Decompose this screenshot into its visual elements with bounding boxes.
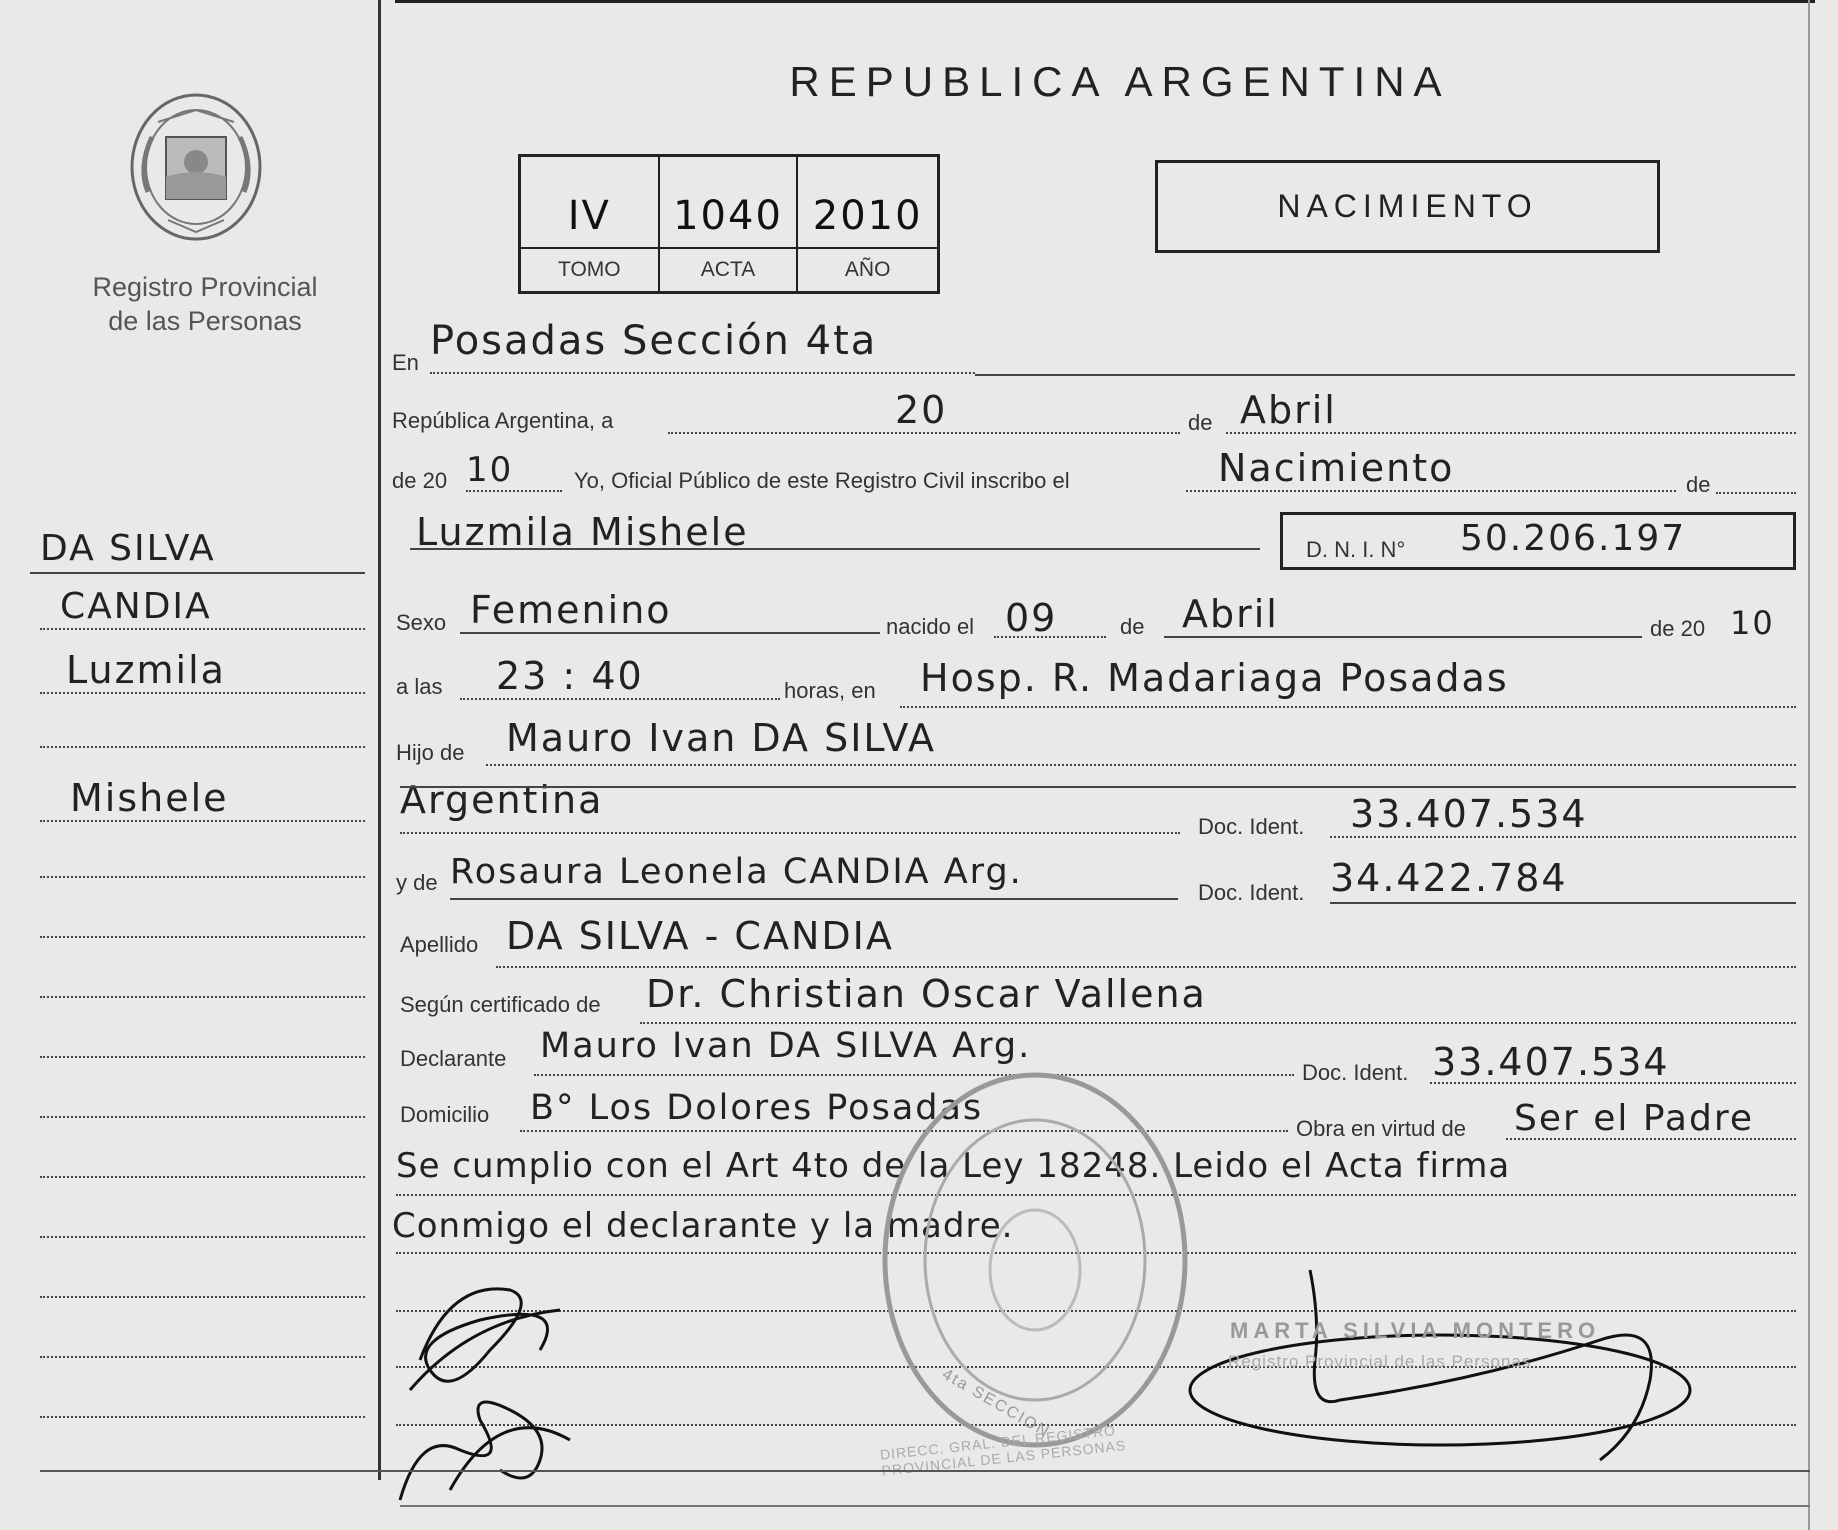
margin-divider xyxy=(378,0,381,1480)
stamp-ring-text: DIRECC. GRAL. DEL REGISTRO PROVINCIAL DE LAS PERSONAS xyxy=(879,1422,1127,1479)
place-value: Posadas Sección 4ta xyxy=(430,318,878,364)
mother-doc-value: 34.422.784 xyxy=(1330,856,1568,900)
act-word-value: Nacimiento xyxy=(1218,446,1455,490)
label-de-3: de xyxy=(1120,614,1145,639)
margin-surname-1: DA SILVA xyxy=(40,528,216,569)
note-line-1: Se cumplio con el Art 4to de la Ley 18248. Leido el Acta firma xyxy=(396,1146,1511,1186)
margin-line xyxy=(40,1236,365,1238)
margin-given-1: Luzmila xyxy=(66,648,226,692)
tomo-value: IV xyxy=(521,157,660,249)
right-edge xyxy=(1808,0,1810,1530)
label-en: En xyxy=(392,350,419,375)
father-name-value: Mauro Ivan DA SILVA xyxy=(506,716,936,760)
declarant-value: Mauro Ivan DA SILVA Arg. xyxy=(540,1026,1032,1066)
margin-line xyxy=(40,936,365,938)
label-a-las: a las xyxy=(396,674,443,699)
label-doc-ident-father: Doc. Ident. xyxy=(1198,814,1305,839)
label-republica: República Argentina, a xyxy=(392,408,614,433)
sex-value: Femenino xyxy=(470,588,672,632)
fill-line xyxy=(1716,492,1796,494)
fill-line xyxy=(1186,490,1676,492)
label-yo-oficial: Yo, Oficial Público de este Registro Civil inscribo el xyxy=(574,468,1070,493)
reg-month-value: Abril xyxy=(1240,388,1337,432)
bottom-border xyxy=(40,1470,1810,1472)
certificate-by-value: Dr. Christian Oscar Vallena xyxy=(646,972,1207,1016)
surname-value: DA SILVA - CANDIA xyxy=(506,914,894,958)
margin-line xyxy=(30,572,365,574)
margin-line xyxy=(40,746,365,748)
fill-line xyxy=(1164,636,1642,638)
fill-line xyxy=(975,374,1795,376)
note-line-2: Conmigo el declarante y la madre. xyxy=(392,1206,1014,1246)
label-dni: D. N. I. N° xyxy=(1306,537,1406,562)
dni-value: 50.206.197 xyxy=(1460,518,1687,559)
fill-line xyxy=(1506,1138,1796,1140)
fill-line xyxy=(900,706,1796,708)
label-obra-en-virtud: Obra en virtud de xyxy=(1296,1116,1466,1141)
given-names-value: Luzmila Mishele xyxy=(416,510,749,554)
margin-line xyxy=(40,876,365,878)
anio-value: 2010 xyxy=(798,157,937,249)
act-type-box: NACIMIENTO xyxy=(1155,160,1660,253)
fill-line xyxy=(668,432,1180,434)
margin-line xyxy=(40,1356,365,1358)
label-de-20: de 20 xyxy=(392,468,448,493)
acta-label: ACTA xyxy=(660,249,799,291)
label-doc-ident-mother: Doc. Ident. xyxy=(1198,880,1305,905)
stamp-center-text: 4ta SECCION xyxy=(939,1365,1053,1442)
fill-line xyxy=(400,832,1180,834)
fill-line xyxy=(1430,1082,1796,1084)
mother-name-value: Rosaura Leonela CANDIA Arg. xyxy=(450,852,1023,892)
birth-time-value: 23 : 40 xyxy=(496,654,644,698)
fill-line xyxy=(460,698,780,700)
bottom-border-2 xyxy=(400,1505,1810,1507)
fill-line xyxy=(1330,836,1796,838)
label-hijo-de: Hijo de xyxy=(396,740,465,765)
label-sexo: Sexo xyxy=(396,610,447,635)
margin-line xyxy=(40,1116,365,1118)
fill-line xyxy=(486,764,1796,766)
label-domicilio: Domicilio xyxy=(400,1102,490,1127)
signature-declarant xyxy=(390,1260,630,1510)
tomo-label: TOMO xyxy=(521,249,660,291)
margin-line xyxy=(40,628,365,630)
provincial-seal-icon xyxy=(128,92,264,242)
fill-line xyxy=(400,786,1796,788)
margin-line xyxy=(40,1176,365,1178)
label-de: de xyxy=(1188,410,1213,435)
officer-role: Registro Provincial de las Personas xyxy=(1228,1352,1532,1371)
official-stamp-icon xyxy=(870,1060,1200,1460)
birth-year-value: 10 xyxy=(1730,604,1775,642)
reg-day-value: 20 xyxy=(895,388,948,432)
label-apellido: Apellido xyxy=(400,932,479,957)
anio-label: AÑO xyxy=(844,258,891,281)
page-title: REPUBLICA ARGENTINA xyxy=(789,58,1451,105)
fill-line xyxy=(496,966,1796,968)
acta-value: 1040 xyxy=(660,157,799,249)
fill-line xyxy=(450,898,1178,900)
registry-name-line1: Registro Provincial xyxy=(92,272,318,302)
fill-line xyxy=(994,636,1106,638)
label-segun-certificado: Según certificado de xyxy=(400,992,601,1017)
margin-line xyxy=(40,692,365,694)
father-doc-value: 33.407.534 xyxy=(1350,792,1588,836)
declarant-doc-value: 33.407.534 xyxy=(1432,1040,1670,1084)
fill-line xyxy=(460,632,880,634)
top-border xyxy=(395,0,1815,3)
fill-line xyxy=(410,548,1260,550)
fill-line xyxy=(640,1022,1796,1024)
label-horas-en: horas, en xyxy=(784,678,876,703)
father-nationality-value: Argentina xyxy=(400,778,604,822)
birth-place-value: Hosp. R. Madariaga Posadas xyxy=(920,656,1509,700)
reference-table xyxy=(518,154,940,294)
birth-month-value: Abril xyxy=(1182,592,1279,636)
margin-line xyxy=(40,1296,365,1298)
officer-name: MARTA SILVIA MONTERO xyxy=(1230,1318,1601,1343)
fill-line xyxy=(1330,902,1796,904)
label-doc-ident-declarant: Doc. Ident. xyxy=(1302,1060,1409,1085)
margin-line xyxy=(40,1056,365,1058)
fill-line xyxy=(1226,432,1796,434)
address-value: B° Los Dolores Posadas xyxy=(530,1088,984,1128)
margin-line xyxy=(40,996,365,998)
label-nacido-el: nacido el xyxy=(886,614,975,639)
label-de-20-2: de 20 xyxy=(1650,616,1706,641)
capacity-value: Ser el Padre xyxy=(1514,1098,1754,1139)
registry-name-line2: de las Personas xyxy=(108,306,302,336)
margin-given-2: Mishele xyxy=(70,776,229,820)
reg-year-value: 10 xyxy=(466,450,514,490)
fill-line xyxy=(430,372,975,374)
margin-line xyxy=(40,820,365,822)
fill-line xyxy=(466,490,562,492)
margin-line xyxy=(40,1416,365,1418)
margin-surname-2: CANDIA xyxy=(60,586,212,627)
label-de-2: de xyxy=(1686,472,1711,497)
label-y-de: y de xyxy=(396,870,438,895)
label-declarante: Declarante xyxy=(400,1046,507,1071)
birth-day-value: 09 xyxy=(1005,596,1058,640)
